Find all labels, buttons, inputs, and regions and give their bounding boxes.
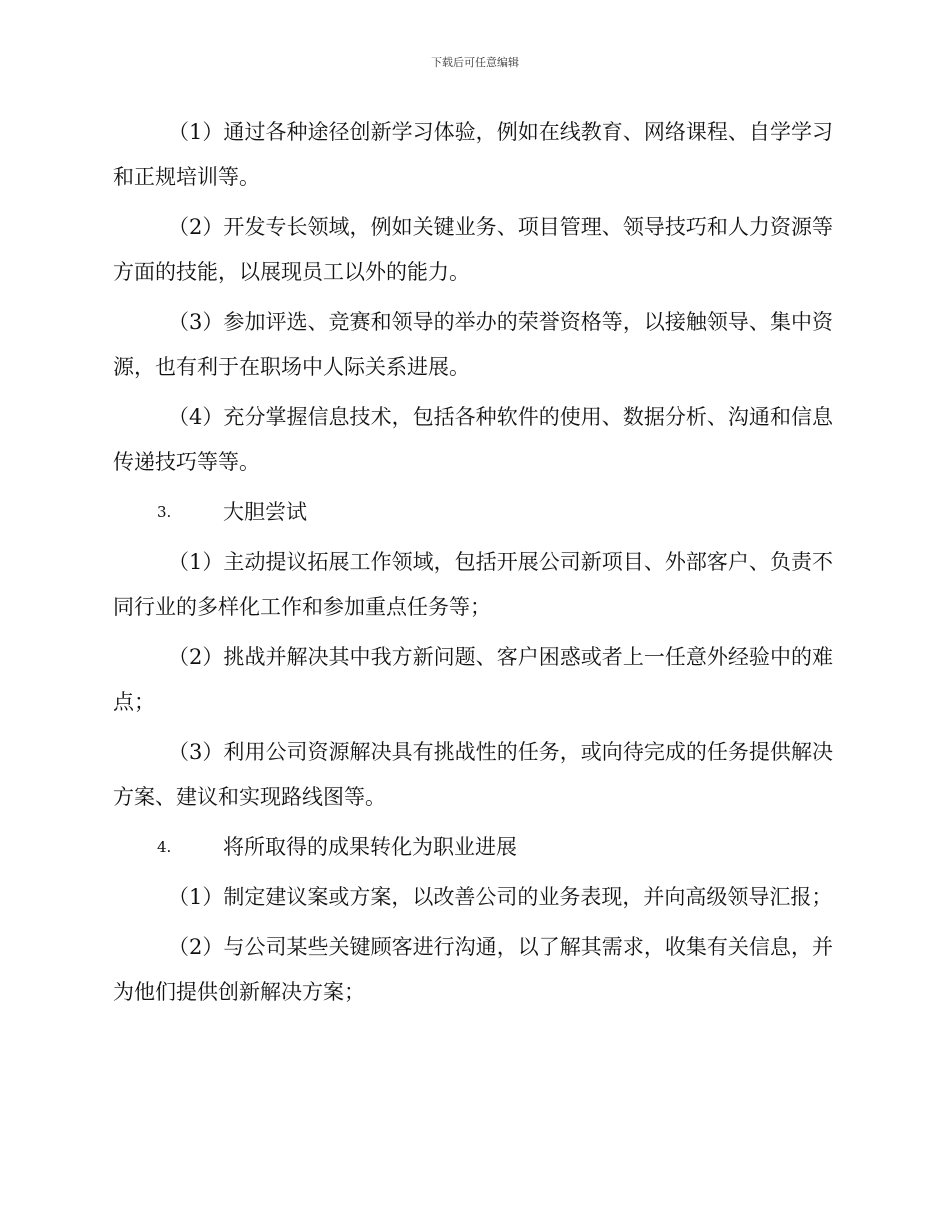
section-number: 3. [157,503,172,521]
list-item: （3）利用公司资源解决具有挑战性的任务，或向待完成的任务提供解决方案、建议和实现路线图等。 [113,740,833,809]
section-heading [113,825,833,870]
document-body [113,110,833,1020]
section-title: 大胆尝试 [223,500,307,524]
list-item: （2）开发专长领域，例如关键业务、项目管理、领导技巧和人力资源等方面的技能，以展现员工以外的能力。 [113,215,833,284]
list-item: （3）参加评选、竞赛和领导的举办的荣誉资格等，以接触领导、集中资源，也有利于在职场中人际关系进展。 [113,310,833,379]
section-title: 将所取得的成果转化为职业进展 [223,835,517,859]
list-item: （1）制定建议案或方案，以改善公司的业务表现，并向高级领导汇报； [168,885,833,909]
list-item: （2）挑战并解决其中我方新问题、客户困惑或者上一任意外经验中的难点； [113,645,833,714]
list-item: （4）充分掌握信息技术，包括各种软件的使用、数据分析、沟通和信息传递技巧等等。 [113,405,833,474]
section-heading [113,490,833,535]
list-item: （2）与公司某些关键顾客进行沟通，以了解其需求，收集有关信息，并为他们提供创新解决方案； [113,935,833,1004]
page-header: 下载后可任意编辑 [431,56,519,69]
list-item: （1）通过各种途径创新学习体验，例如在线教育、网络课程、自学学习和正规培训等。 [113,120,833,189]
section-number: 4. [157,838,172,856]
list-item: （1）主动提议拓展工作领域，包括开展公司新项目、外部客户、负责不同行业的多样化工作和参加重点任务等； [113,550,833,619]
